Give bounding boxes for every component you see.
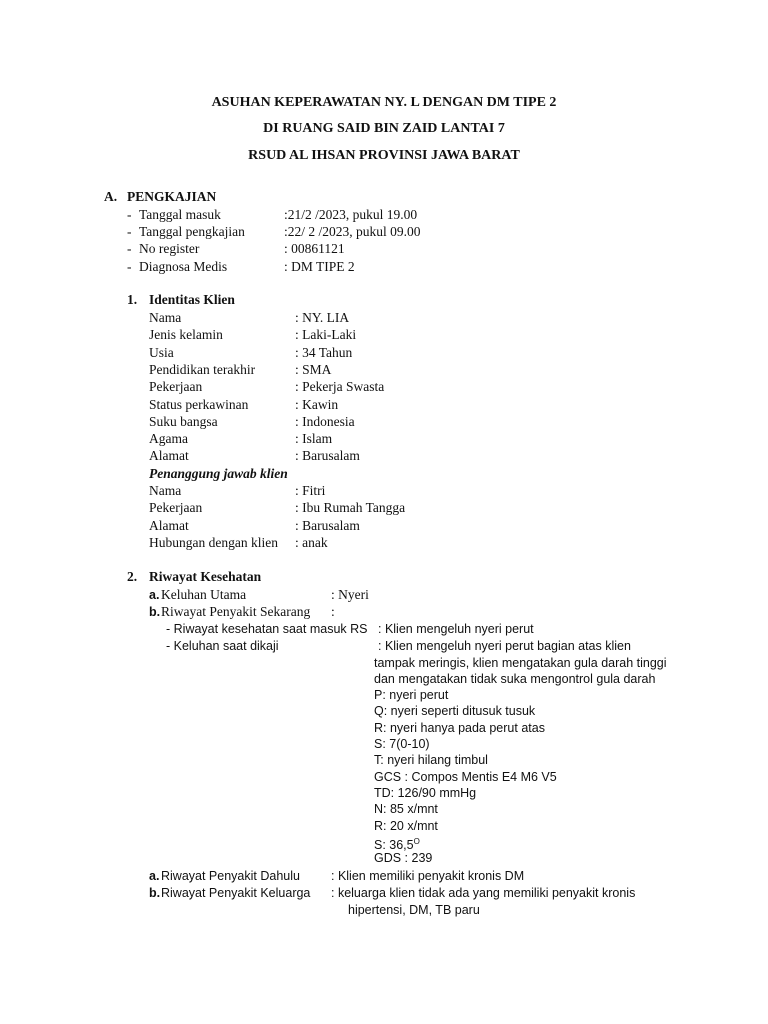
- list-dash: -: [127, 241, 132, 256]
- chief-complaint-value: : Nyeri: [331, 587, 369, 602]
- past-illness-value: : Klien memiliki penyakit kronis DM: [331, 869, 525, 883]
- client-occupation-label: Pekerjaan: [149, 379, 203, 394]
- family-history-value: : keluarga klien tidak ada yang memiliki penyakit kronis: [331, 886, 636, 900]
- past-illness-label: Riwayat Penyakit Dahulu: [161, 869, 300, 883]
- pain-timing: T: nyeri hilang timbul: [374, 753, 488, 767]
- list-dash: -: [127, 224, 132, 239]
- gcs-value: GCS : Compos Mentis E4 M6 V5: [374, 770, 557, 784]
- guardian-occupation-value: : Ibu Rumah Tangga: [295, 500, 406, 515]
- complaint-line: dan mengatakan tidak suka mengontrol gula darah: [374, 672, 656, 686]
- medical-diagnosis-value: : DM TIPE 2: [284, 259, 355, 274]
- pain-region: R: nyeri hanya pada perut atas: [374, 721, 545, 735]
- family-history-continued: hipertensi, DM, TB paru: [348, 903, 480, 917]
- client-address-value: : Barusalam: [295, 448, 360, 463]
- present-illness-label: Riwayat Penyakit Sekarang: [161, 604, 311, 619]
- client-education-label: Pendidikan terakhir: [149, 362, 256, 377]
- guardian-relation-label: Hubungan dengan klien: [149, 535, 278, 550]
- complaint-line: tampak meringis, klien mengatakan gula darah tinggi: [374, 656, 667, 670]
- list-dash: -: [127, 259, 132, 274]
- section-2-number: 2.: [127, 569, 138, 584]
- section-1-number: 1.: [127, 292, 138, 307]
- document-title-line-2: DI RUANG SAID BIN ZAID LANTAI 7: [263, 121, 505, 136]
- client-name-label: Nama: [149, 310, 182, 325]
- pain-severity: S: 7(0-10): [374, 737, 430, 751]
- client-ethnicity-label: Suku bangsa: [149, 414, 218, 429]
- section-1-heading: Identitas Klien: [149, 292, 235, 307]
- admission-date-label: Tanggal masuk: [139, 207, 221, 222]
- current-complaint-value: : Klien mengeluh nyeri perut bagian atas klien: [378, 639, 631, 653]
- client-marital-label: Status perkawinan: [149, 397, 249, 412]
- family-history-label: Riwayat Penyakit Keluarga: [161, 886, 311, 900]
- client-ethnicity-value: : Indonesia: [295, 414, 355, 429]
- section-2-heading: Riwayat Kesehatan: [149, 569, 262, 584]
- client-gender-value: : Laki-Laki: [295, 327, 357, 342]
- blood-pressure: TD: 126/90 mmHg: [374, 786, 477, 800]
- chief-complaint-label: Keluhan Utama: [161, 587, 247, 602]
- register-number-label: No register: [139, 241, 200, 256]
- assessment-date-label: Tanggal pengkajian: [139, 224, 245, 239]
- assessment-date-value: :22/ 2 /2023, pukul 09.00: [284, 224, 421, 239]
- temperature-value: S: 36,5: [374, 838, 414, 853]
- guardian-heading: Penanggung jawab klien: [149, 466, 288, 481]
- section-a-marker: A.: [104, 189, 118, 204]
- guardian-relation-value: : anak: [295, 535, 328, 550]
- current-complaint-label: - Keluhan saat dikaji: [166, 639, 279, 653]
- client-gender-label: Jenis kelamin: [149, 327, 223, 342]
- admission-history-label: - Riwayat kesehatan saat masuk RS: [166, 622, 368, 636]
- medical-diagnosis-label: Diagnosa Medis: [139, 259, 228, 274]
- register-number-value: : 00861121: [284, 241, 345, 256]
- client-age-label: Usia: [149, 345, 174, 360]
- list-dash: -: [127, 207, 132, 222]
- guardian-address-label: Alamat: [149, 518, 189, 533]
- client-religion-label: Agama: [149, 431, 188, 446]
- admission-date-value: :21/2 /2023, pukul 19.00: [284, 207, 418, 222]
- client-education-value: : SMA: [295, 362, 332, 377]
- present-illness-marker: b.: [149, 605, 161, 619]
- document-title-line-3: RSUD AL IHSAN PROVINSI JAWA BARAT: [248, 148, 520, 163]
- admission-history-value: : Klien mengeluh nyeri perut: [378, 622, 534, 636]
- family-history-marker: b.: [149, 886, 161, 900]
- chief-complaint-marker: a.: [149, 588, 160, 602]
- client-age-value: : 34 Tahun: [295, 345, 353, 360]
- respiration-rate: R: 20 x/mnt: [374, 819, 438, 833]
- client-address-label: Alamat: [149, 448, 189, 463]
- guardian-name-label: Nama: [149, 483, 182, 498]
- temperature-unit: O: [413, 837, 420, 846]
- client-marital-value: : Kawin: [295, 397, 339, 412]
- guardian-address-value: : Barusalam: [295, 518, 360, 533]
- pain-quality: Q: nyeri seperti ditusuk tusuk: [374, 704, 536, 718]
- guardian-name-value: : Fitri: [295, 483, 326, 498]
- present-illness-colon: :: [331, 604, 335, 619]
- pain-provocation: P: nyeri perut: [374, 688, 449, 702]
- blood-glucose: GDS : 239: [374, 851, 433, 865]
- document-title-line-1: ASUHAN KEPERAWATAN NY. L DENGAN DM TIPE 2: [211, 95, 557, 110]
- client-name-value: : NY. LIA: [295, 310, 350, 325]
- guardian-occupation-label: Pekerjaan: [149, 500, 203, 515]
- client-occupation-value: : Pekerja Swasta: [295, 379, 385, 394]
- client-religion-value: : Islam: [295, 431, 333, 446]
- pulse-rate: N: 85 x/mnt: [374, 802, 438, 816]
- past-illness-marker: a.: [149, 869, 160, 883]
- section-a-heading: PENGKAJIAN: [127, 189, 217, 204]
